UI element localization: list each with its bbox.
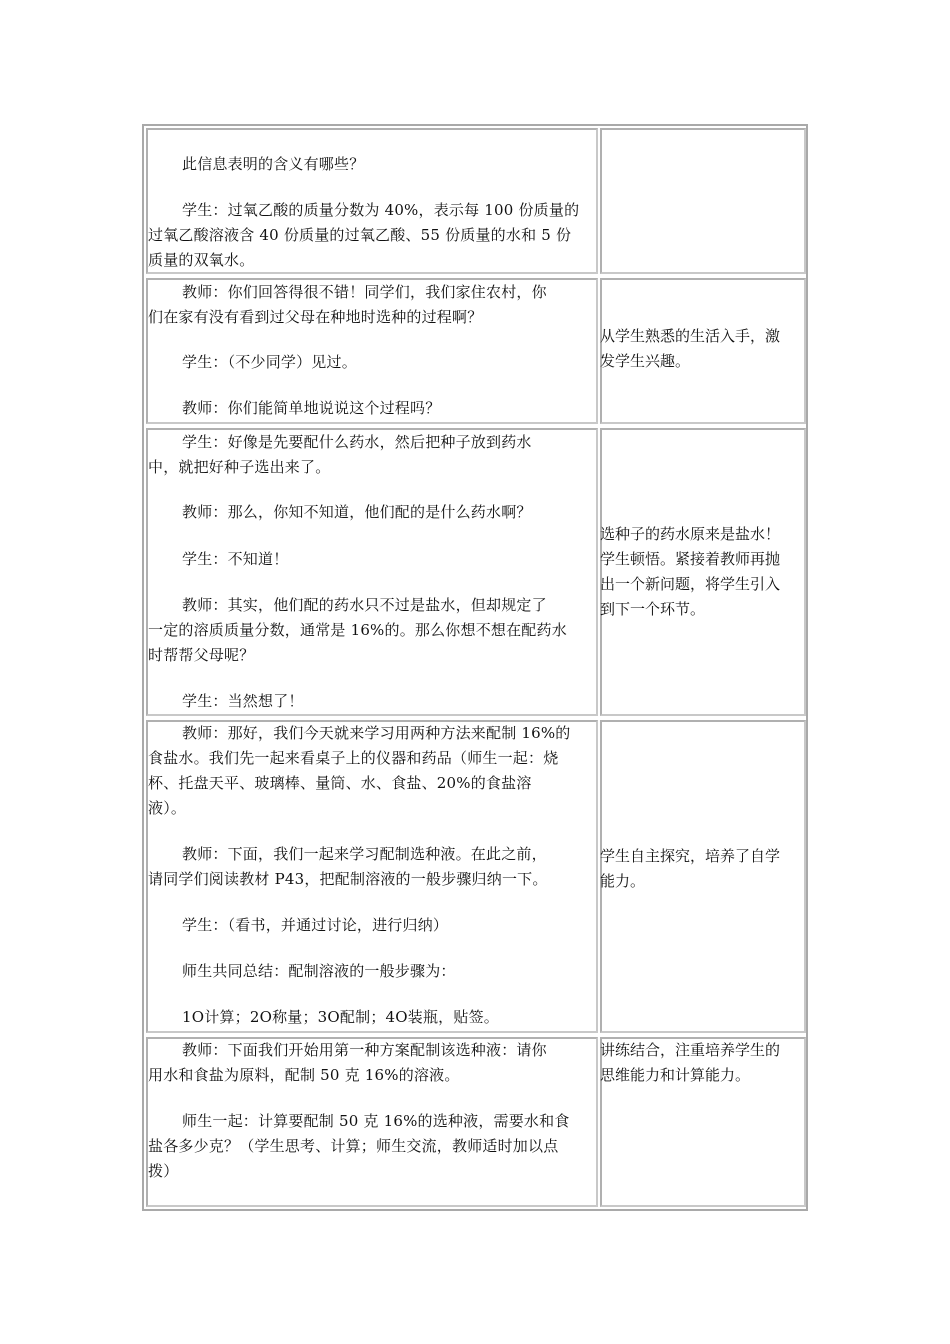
paragraph: 教师：那好，我们今天就来学习用两种方法来配制 16%的 <box>182 724 571 742</box>
note-text: 能力。 <box>600 872 646 890</box>
paragraph: 教师：下面，我们一起来学习配制选种液。在此之前， <box>182 845 547 863</box>
table-row <box>144 276 806 426</box>
note-text: 思维能力和计算能力。 <box>600 1066 751 1084</box>
paragraph: 学生：（看书，并通过讨论，进行归纳） <box>182 916 449 934</box>
paragraph: 学生：不知道！ <box>182 550 289 568</box>
paragraph: 学生：当然想了！ <box>182 692 304 710</box>
paragraph: 请同学们阅读教材 P43，把配制溶液的一般步骤归纳一下。 <box>148 870 548 888</box>
note-text: 选种子的药水原来是盐水！ <box>600 525 781 543</box>
paragraph: 教师：那么，你知不知道，他们配的是什么药水啊？ <box>182 503 532 521</box>
paragraph: 液）。 <box>148 799 187 817</box>
paragraph: 们在家有没有看到过父母在种地时选种的过程啊？ <box>148 308 483 326</box>
paragraph: 1O计算；2O称量；3O配制；4O装瓶，贴签。 <box>182 1008 499 1026</box>
paragraph: 中，就把好种子选出来了。 <box>148 458 331 476</box>
lesson-table <box>142 124 808 1211</box>
paragraph: 学生：好像是先要配什么药水，然后把种子放到药水 <box>182 433 532 451</box>
paragraph: 杯、托盘天平、玻璃棒、量筒、水、食盐、20%的食盐溶 <box>148 774 532 792</box>
paragraph: 食盐水。我们先一起来看桌子上的仪器和药品（师生一起：烧 <box>148 749 559 767</box>
note-text: 到下一个环节。 <box>600 600 706 618</box>
paragraph: 此信息表明的含义有哪些？ <box>182 155 365 173</box>
paragraph: 教师：你们能简单地说说这个过程吗？ <box>182 399 441 417</box>
paragraph: 时帮帮父母呢？ <box>148 646 255 664</box>
paragraph: 学生：（不少同学）见过。 <box>182 353 357 371</box>
paragraph: 拨） <box>148 1162 179 1180</box>
table-row <box>144 126 806 276</box>
paragraph: 质量的双氧水。 <box>148 251 255 269</box>
note-text: 讲练结合，注重培养学生的 <box>600 1041 781 1059</box>
note-text: 学生自主探究，培养了自学 <box>600 847 781 865</box>
note-cell <box>600 128 806 274</box>
paragraph: 教师：你们回答得很不错！同学们，我们家住农村，你 <box>182 283 547 301</box>
paragraph: 用水和食盐为原料，配制 50 克 16%的溶液。 <box>148 1066 460 1084</box>
paragraph: 教师：下面我们开始用第一种方案配制该选种液：请你 <box>182 1041 547 1059</box>
paragraph: 一定的溶质质量分数，通常是 16%的。那么你想不想在配药水 <box>148 621 567 639</box>
paragraph: 过氧乙酸溶液含 40 份质量的过氧乙酸、55 份质量的水和 5 份 <box>148 226 572 244</box>
paragraph: 盐各多少克？（学生思考、计算；师生交流，教师适时加以点 <box>148 1137 559 1155</box>
paragraph: 师生共同总结：配制溶液的一般步骤为： <box>182 962 456 980</box>
note-text: 从学生熟悉的生活入手，激 <box>600 327 781 345</box>
table-row <box>144 1035 806 1209</box>
note-text: 发学生兴趣。 <box>600 352 691 370</box>
note-text: 学生顿悟。紧接着教师再抛 <box>600 550 781 568</box>
paragraph: 师生一起：计算要配制 50 克 16%的选种液，需要水和食 <box>182 1112 570 1130</box>
table-row <box>144 718 806 1035</box>
note-text: 出一个新问题，将学生引入 <box>600 575 781 593</box>
paragraph: 教师：其实，他们配的药水只不过是盐水，但却规定了 <box>182 596 547 614</box>
paragraph: 学生：过氧乙酸的质量分数为 40%，表示每 100 份质量的 <box>182 201 580 219</box>
table-row <box>144 426 806 718</box>
